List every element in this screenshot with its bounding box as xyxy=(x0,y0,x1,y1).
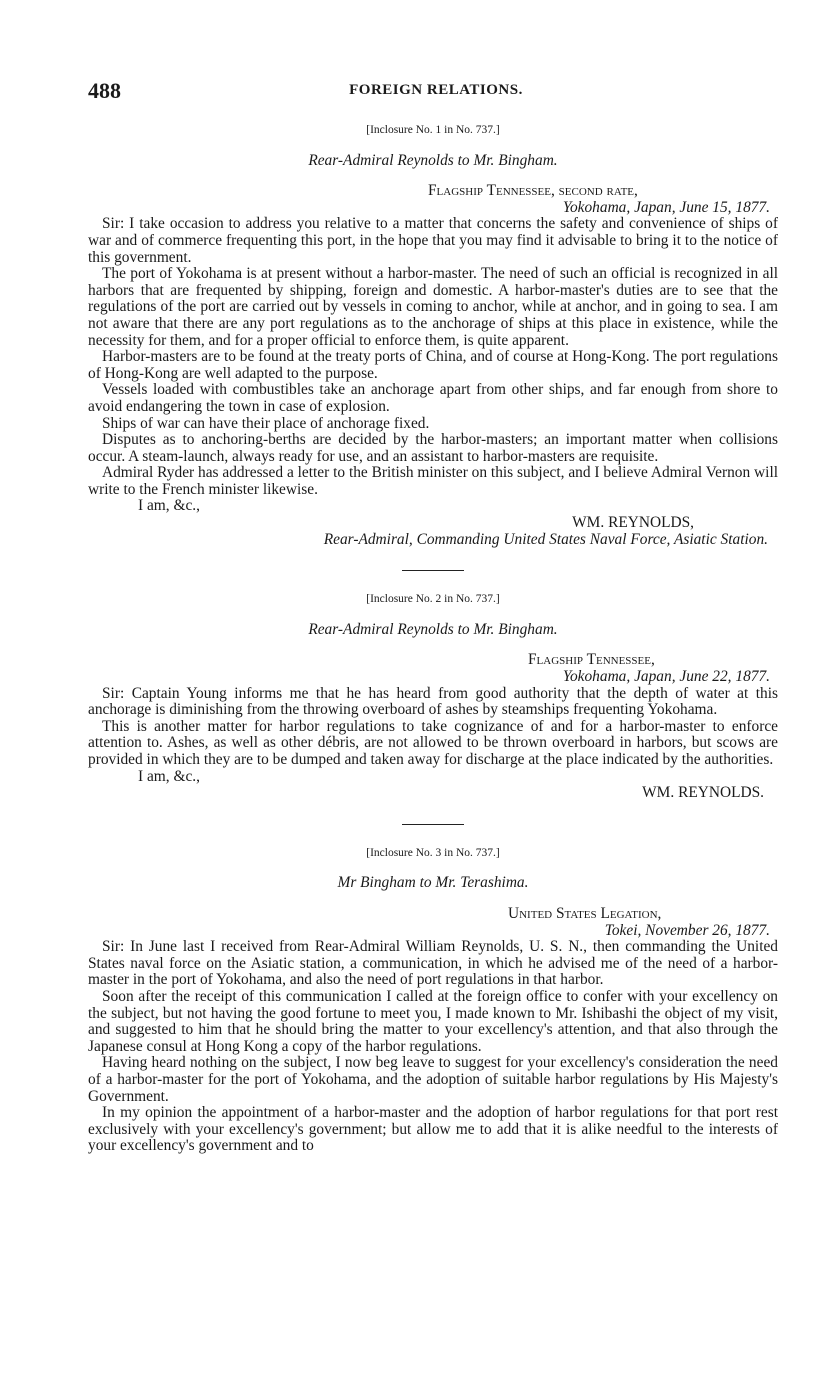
letter-place: Flagship Tennessee, second rate, xyxy=(428,182,638,200)
letter-date: Yokohama, Japan, June 22, 1877. xyxy=(562,668,770,686)
paragraph: Ships of war can have their place of anchorage fixed. xyxy=(102,414,430,432)
paragraph: Admiral Ryder has addressed a letter to the British minister on this subject, and I believe Admiral Vernon will write to the French minister likewise. xyxy=(88,464,778,498)
inclosure-3 xyxy=(88,845,778,1155)
paragraph: Harbor-masters are to be found at the treaty ports of China, and of course at Hong-Kong. The port regulations of Hong-Kong are well adapted to the purpose. xyxy=(88,348,778,382)
paragraph: Soon after the receipt of this communication I called at the foreign office to confer with your excellency on the subject, but not having the good fortune to meet you, I made known to Mr. Ishibashi the object of my visit, and suggested to him that he should bring the matter to your excellency's attention, and that also through the Japanese consul at Hong Kong a copy of the harbor regulations. xyxy=(88,987,778,1055)
letter-title: Rear-Admiral Reynolds to Mr. Bingham. xyxy=(308,151,558,169)
paragraph: Disputes as to anchoring-berths are decided by the harbor-masters; an important matter when collisions occur. A steam-launch, always ready for use, and an assistant to harbor-masters are requisite. xyxy=(88,431,778,465)
section-divider xyxy=(402,824,464,825)
page-header xyxy=(88,78,784,106)
paragraph: Sir: In June last I received from Rear-Admiral William Reynolds, U. S. N., then commanding the United States naval force on the Asiatic station, a communication, in which he advised me of the need of a harbor-master in the port of Yokohama, and also the need of port regulations in that harbor. xyxy=(88,938,778,989)
paragraph: In my opinion the appointment of a harbor-master and the adoption of harbor regulations for that port rest exclusively with your excellency's government; but allow me to add that it is alike needful to the interests of your excellency's government and to xyxy=(88,1104,778,1155)
inclosure-label: [Inclosure No. 3 in No. 737.] xyxy=(366,846,500,859)
page-body xyxy=(88,122,778,1155)
running-title: FOREIGN RELATIONS. xyxy=(349,82,523,98)
paragraph: Sir: I take occasion to address you relative to a matter that concerns the safety and convenience of ships of war and of commerce frequenting this port, in the hope that you may find it advisable to bring it to the notice of this government. xyxy=(88,215,778,266)
section-divider xyxy=(402,570,464,571)
letter-date: Yokohama, Japan, June 15, 1877. xyxy=(562,198,770,216)
letter-heading xyxy=(88,652,778,685)
letter-place: United States Legation, xyxy=(508,904,662,922)
letter-signature: WM. REYNOLDS, xyxy=(572,514,694,532)
letter-date: Tokei, November 26, 1877. xyxy=(604,921,770,939)
letter-heading xyxy=(88,183,778,216)
inclosure-2 xyxy=(88,591,778,802)
paragraph: This is another matter for harbor regulations to take cognizance of and for a harbor-master to enforce attention to. Ashes, as well as other débris, are not allowed to be thrown overboard in harbors, but scows are provided in which they are to be dumped and taken away for discharge at the place indicated by the authorities. xyxy=(88,717,778,768)
paragraph: Vessels loaded with combustibles take an anchorage apart from other ships, and far enough from shore to avoid endangering the town in case of explosion. xyxy=(88,381,778,415)
paragraph: Having heard nothing on the subject, I now beg leave to suggest for your excellency's consideration the need of a harbor-master for the port of Yokohama, and the adoption of suitable harbor regulations by His Majesty's Government. xyxy=(88,1054,778,1105)
inclosure-label: [Inclosure No. 2 in No. 737.] xyxy=(366,593,500,606)
letter-closing: I am, &c., xyxy=(138,497,200,515)
paragraph: The port of Yokohama is at present without a harbor-master. The need of such an official is recognized in all harbors that are frequented by shipping, foreign and domestic. A harbor-master's duties are to see that the regulations of the port are carried out by vessels in coming to anchor, while at anchor, and in going to sea. I am not aware that there are any port regulations as to the anchorage of ships at this place in existence, while the necessity for them, and for a proper official to enforce them, is quite apparent. xyxy=(88,265,778,349)
inclosure-1 xyxy=(88,122,778,548)
paragraph: Sir: Captain Young informs me that he has heard from good authority that the depth of water at this anchorage is diminishing from the throwing overboard of ashes by steamships frequenting Yokohama. xyxy=(88,684,778,719)
signer-role: Rear-Admiral, Commanding United States Naval Force, Asiatic Station. xyxy=(323,530,768,548)
letter-place: Flagship Tennessee, xyxy=(528,651,655,669)
inclosure-label: [Inclosure No. 1 in No. 737.] xyxy=(366,124,500,136)
letter-title: Rear-Admiral Reynolds to Mr. Bingham. xyxy=(308,620,558,638)
page-number: 488 xyxy=(88,78,121,103)
letter-title: Mr Bingham to Mr. Terashima. xyxy=(337,874,529,892)
letter-closing: I am, &c., xyxy=(138,767,200,785)
letter-heading xyxy=(88,906,778,939)
letter-signature: WM. REYNOLDS. xyxy=(642,784,764,802)
